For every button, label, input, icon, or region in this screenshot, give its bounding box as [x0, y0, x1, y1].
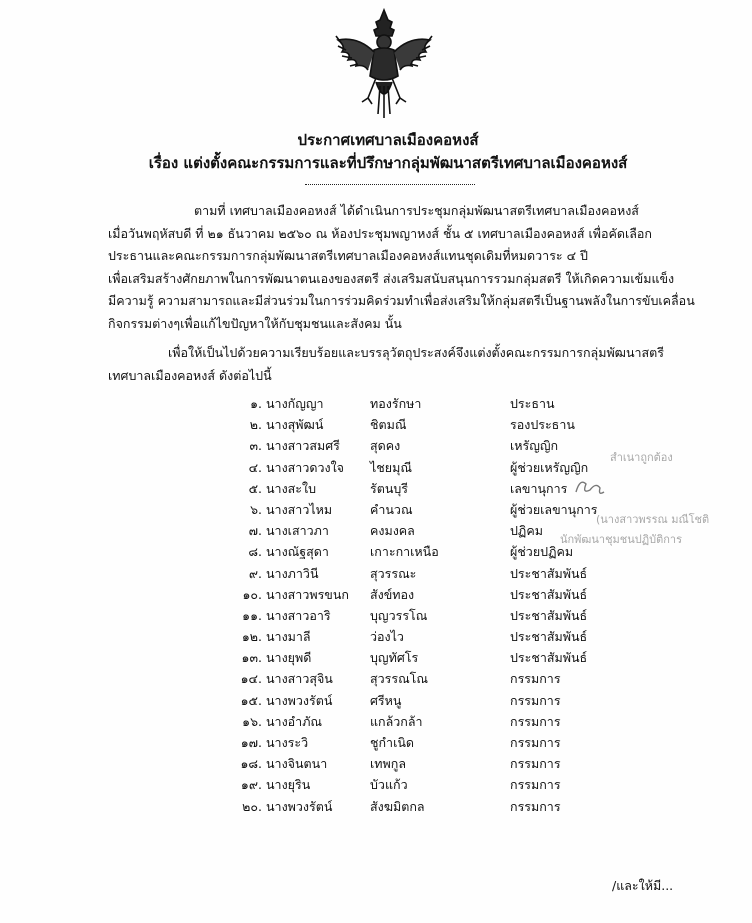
member-row — [228, 563, 588, 584]
member-role: กรรมการ — [510, 692, 561, 708]
member-last-name: สังข์ทอง — [370, 586, 415, 602]
member-role: กรรมการ — [510, 798, 561, 814]
paragraph-line: เทศบาลเมืองคอหงส์ ดังต่อไปนี้ — [108, 367, 272, 383]
member-first-name: นางสาวพรขนก — [266, 586, 349, 602]
member-role: กรรมการ — [510, 713, 561, 729]
member-first-name: นางอำภัณ — [266, 713, 323, 729]
member-row — [228, 499, 598, 520]
member-row — [228, 541, 588, 562]
paragraph-background — [108, 200, 695, 335]
member-number: ๑๔. — [240, 671, 262, 687]
member-row — [228, 520, 588, 541]
member-role: กรรมการ — [510, 735, 561, 750]
member-last-name: เกาะกาเหนือ — [370, 544, 439, 560]
member-number: ๑. — [250, 396, 262, 411]
member-first-name: นางสุพัฒน์ — [266, 417, 324, 433]
member-first-name: นางภาวินี — [266, 565, 319, 581]
paragraph-line: เพื่อให้เป็นไปด้วยความเรียบร้อยและบรรลุวัตถุประสงค์จึงแต่งตั้งคณะกรรมการกลุ่มพัฒนาสตรี — [168, 345, 665, 360]
member-first-name: นางสาวอาริ — [266, 607, 331, 623]
member-last-name: บัวแก้ว — [370, 777, 408, 793]
member-first-name: นางพวงรัตน์ — [266, 692, 333, 708]
member-number: ๑๖. — [242, 713, 262, 729]
member-last-name: ทองรักษา — [370, 396, 422, 411]
member-role: ประชาสัมพันธ์ — [510, 650, 588, 666]
member-last-name: บุญวรรโณ — [370, 607, 428, 623]
member-number: ๓. — [249, 438, 262, 454]
member-last-name: ชูกำเนิด — [370, 735, 415, 750]
member-first-name: นางสาวไหม — [266, 501, 333, 517]
member-role: เหรัญญิก — [510, 438, 559, 454]
member-first-name: นางเสาวภา — [266, 523, 329, 539]
member-row — [228, 647, 588, 668]
member-number: ๑๙. — [240, 777, 262, 793]
announcement-subject: เรื่อง แต่งตั้งคณะกรรมการและที่ปรึกษากลุ่มพัฒนาสตรีเทศบาลเมืองคอหงส์ — [148, 154, 628, 172]
member-role: ประชาสัมพันธ์ — [510, 565, 588, 581]
paragraph-line: ประธานและคณะกรรมการกลุ่มพัฒนาสตรีเทศบาลเมืองคอหงส์แทนชุดเดิมที่หมดวาระ ๔ ปี — [108, 248, 588, 263]
member-last-name: รัตนบุรี — [370, 480, 409, 496]
member-row — [228, 796, 588, 817]
member-last-name: บุญทัศโร — [370, 650, 419, 666]
member-row — [228, 457, 588, 478]
member-first-name: นางจินตนา — [266, 756, 328, 772]
member-number: ๑๑. — [242, 607, 262, 623]
member-number: ๑๐. — [242, 586, 262, 602]
member-number: ๑๕. — [240, 692, 262, 708]
member-role: เลขานุการ — [510, 480, 568, 496]
member-role: กรรมการ — [510, 777, 561, 793]
continued-on-next-page: /และให้มี... — [612, 878, 674, 893]
member-first-name: นางกัญญา — [266, 396, 324, 411]
member-row — [228, 690, 588, 711]
paragraph-line: เพื่อเสริมสร้างศักยภาพในการพัฒนาตนเองของสตรี ส่งเสริมสนับสนุนการรวมกลุ่มสตรี ให้เกิดความเข้มแข็ง — [108, 270, 675, 286]
member-last-name: ว่องไว — [370, 629, 404, 645]
member-role: ประชาสัมพันธ์ — [510, 607, 588, 623]
member-number: ๔. — [248, 459, 262, 475]
member-first-name: นางสาวสมศรี — [266, 438, 340, 454]
member-row — [228, 753, 588, 774]
member-first-name: นางสาวดวงใจ — [266, 459, 345, 475]
member-first-name: นางณัฐสุดา — [266, 544, 329, 560]
member-row — [228, 668, 588, 689]
member-number: ๒๐. — [242, 798, 262, 814]
member-role: ประชาสัมพันธ์ — [510, 586, 588, 602]
member-role: ปฏิคม — [510, 523, 543, 539]
member-role: รองประธาน — [510, 417, 575, 433]
member-first-name: นางระวิ — [266, 735, 309, 750]
committee-member-list — [228, 393, 598, 817]
stamp-position: นักพัฒนาชุมชนปฏิบัติการ — [560, 533, 683, 546]
member-number: ๘. — [248, 544, 262, 560]
member-row — [228, 478, 588, 499]
paragraph-line: มีความรู้ ความสามารถและมีส่วนร่วมในการร่วมคิดร่วมทำเพื่อส่งเสริมให้กลุ่มสตรีเป็นฐานพลังในการขับเคลื่อน — [108, 293, 695, 308]
stamp-name: (นางสาวพรรณ มณีโชติ — [596, 513, 710, 526]
member-last-name: ไชยมุณี — [370, 459, 412, 475]
member-last-name: คำนวณ — [370, 501, 413, 517]
member-row — [228, 414, 588, 435]
member-last-name: สุวรรณโณ — [370, 671, 428, 687]
member-row — [228, 605, 588, 626]
member-last-name: สังฆมิตกล — [370, 798, 425, 814]
title-divider — [305, 184, 475, 185]
member-role: ประชาสัมพันธ์ — [510, 629, 588, 645]
member-row — [228, 626, 588, 647]
member-last-name: สุดคง — [370, 438, 401, 454]
member-row — [228, 435, 588, 456]
member-row — [228, 774, 588, 795]
member-role: กรรมการ — [510, 671, 561, 687]
paragraph-line: กิจกรรมต่างๆเพื่อแก้ไขปัญหาให้กับชุมชนและสังคม นั้น — [108, 315, 402, 331]
garuda-emblem-icon — [328, 6, 440, 124]
member-role: ผู้ช่วยเหรัญญิก — [510, 459, 589, 475]
member-number: ๑๒. — [241, 629, 262, 645]
announcement-title: ประกาศเทศบาลเมืองคอหงส์ — [297, 131, 479, 149]
member-first-name: นางยุพดี — [266, 650, 312, 666]
member-last-name: สุวรรณะ — [370, 565, 417, 581]
member-row — [228, 393, 588, 414]
member-number: ๕. — [248, 480, 262, 496]
member-first-name: นางมาลี — [266, 629, 311, 645]
member-role: กรรมการ — [510, 756, 561, 772]
member-number: ๑๗. — [240, 735, 262, 750]
member-number: ๙. — [248, 565, 262, 581]
member-row — [228, 732, 588, 753]
member-role: ผู้ช่วยเลขานุการ — [510, 501, 598, 517]
member-row — [228, 711, 588, 732]
certified-stamp-text: สำเนาถูกต้อง — [610, 451, 673, 464]
paragraph-line: เมื่อวันพฤหัสบดี ที่ ๒๑ ธันวาคม ๒๕๖๐ ณ ห้องประชุมพญาหงส์ ชั้น ๕ เทศบาลเมืองคอหงส์ เพื่อคัดเลือก — [108, 225, 652, 241]
member-number: ๒. — [249, 417, 262, 433]
member-first-name: นางพวงรัตน์ — [266, 798, 333, 814]
paragraph-line: ตามที่ เทศบาลเมืองคอหงส์ ได้ดำเนินการประชุมกลุ่มพัฒนาสตรีเทศบาลเมืองคอหงส์ — [194, 203, 639, 218]
member-number: ๗. — [248, 523, 262, 539]
member-last-name: เทพกูล — [370, 756, 406, 772]
member-last-name: ชิตมณี — [370, 417, 407, 433]
member-role: ประธาน — [510, 396, 555, 411]
member-row — [228, 584, 588, 605]
member-last-name: ศรีหนู — [370, 692, 402, 708]
member-number: ๖. — [250, 501, 262, 517]
member-number: ๑๓. — [241, 650, 262, 666]
member-last-name: คงมงคล — [370, 523, 415, 539]
paragraph-appointment — [108, 342, 664, 387]
signature-icon — [570, 474, 610, 500]
member-first-name: นางสะใบ — [266, 480, 317, 496]
member-number: ๑๘. — [240, 756, 262, 772]
member-first-name: นางสาวสุจิน — [266, 671, 333, 687]
member-last-name: แกล้วกล้า — [370, 713, 423, 729]
member-role: ผู้ช่วยปฏิคม — [510, 544, 574, 560]
member-first-name: นางยุริน — [266, 777, 311, 793]
